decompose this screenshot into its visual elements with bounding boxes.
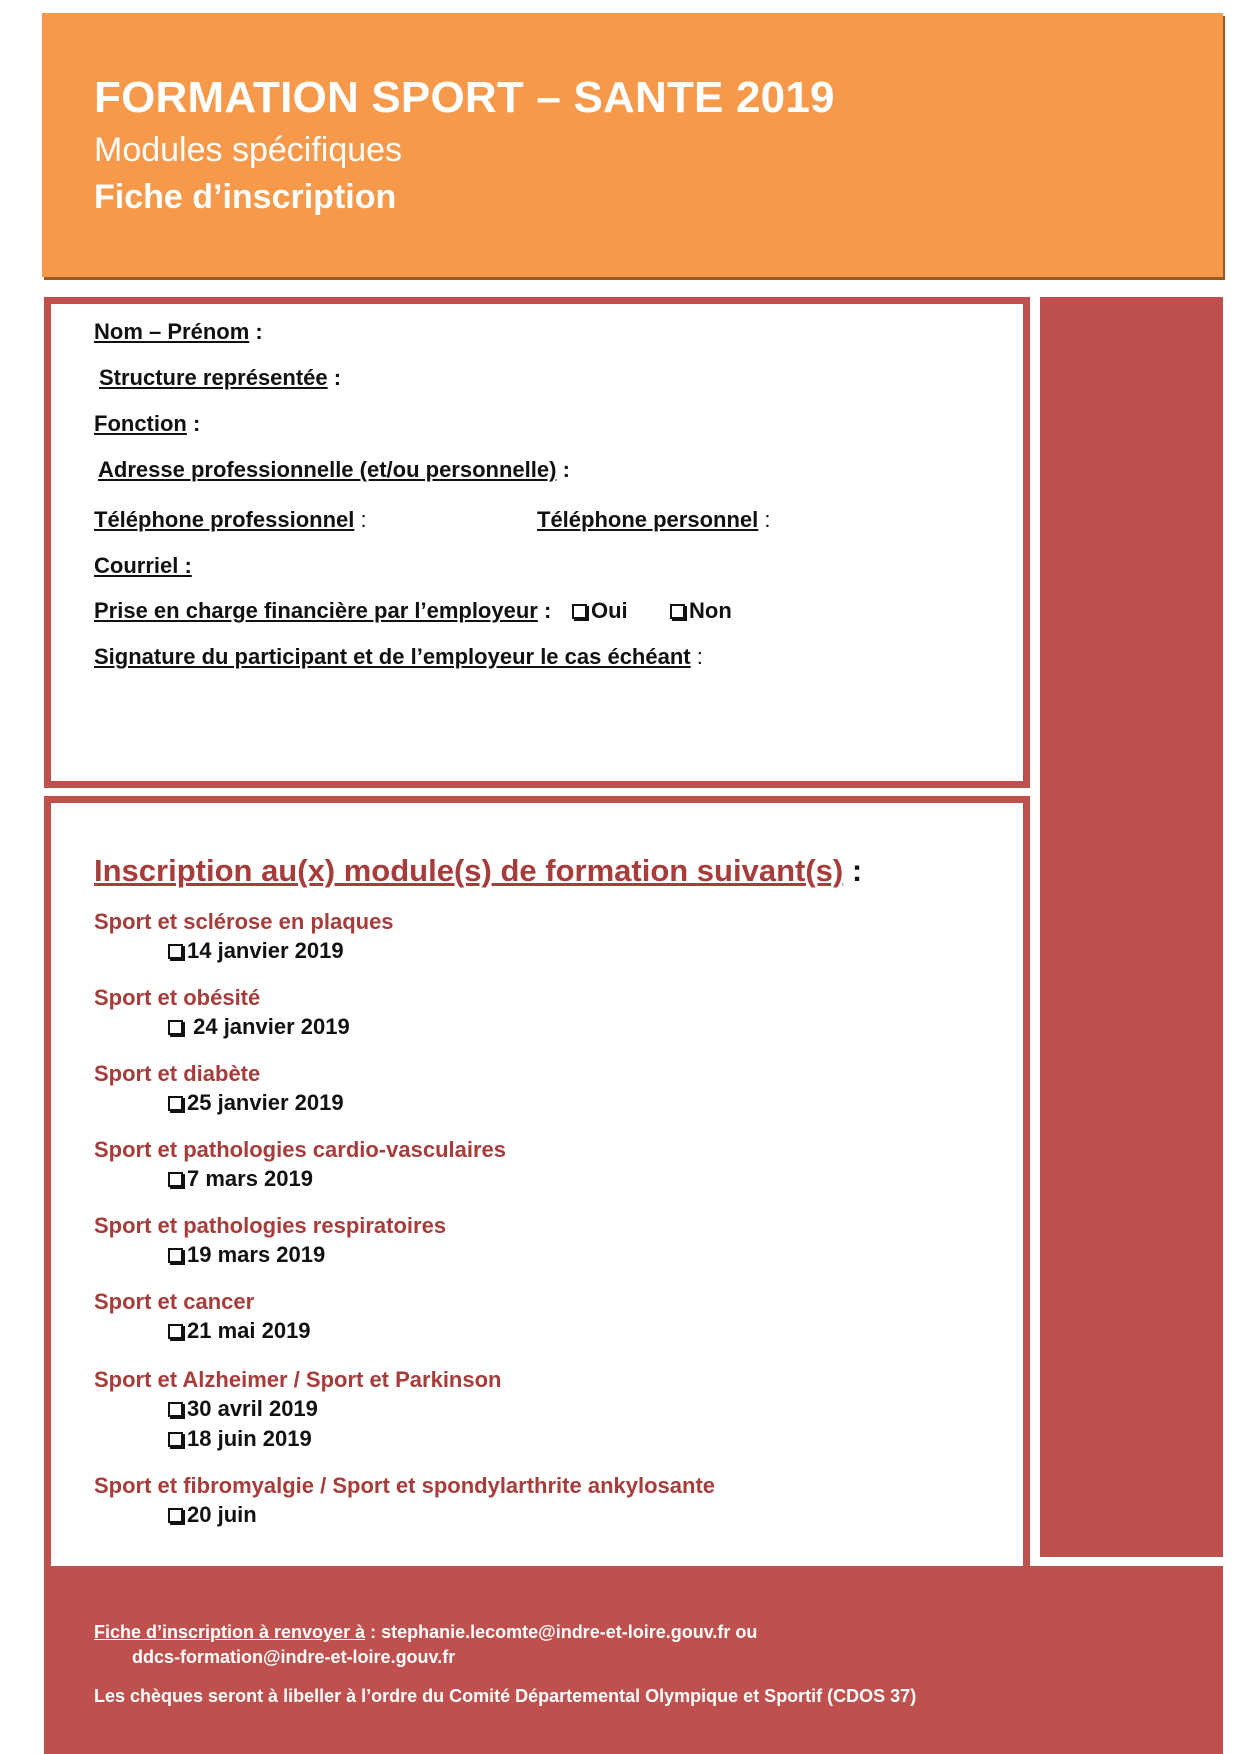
field-label: Prise en charge financière par l’employeur — [94, 598, 538, 623]
checkbox-icon[interactable] — [168, 1402, 183, 1417]
email-link[interactable]: : stephanie.lecomte@indre-et-loire.gouv.fr ou — [365, 1622, 758, 1642]
email-link[interactable]: ddcs-formation@indre-et-loire.gouv.fr — [132, 1647, 456, 1667]
module-date-option[interactable] — [168, 1164, 506, 1194]
module-item — [94, 984, 350, 1042]
module-item — [94, 1366, 501, 1454]
module-date-option[interactable] — [168, 1316, 311, 1346]
module-item — [94, 1472, 715, 1530]
field-telephone-pro[interactable] — [94, 507, 367, 533]
module-name: Sport et pathologies cardio-vasculaires — [94, 1137, 507, 1162]
checkbox-icon[interactable] — [168, 1324, 183, 1339]
field-courriel[interactable] — [94, 553, 192, 579]
field-nom-prenom[interactable] — [94, 319, 263, 345]
module-date-option[interactable] — [168, 1500, 715, 1530]
return-label: Fiche d’inscription à renvoyer à — [94, 1622, 366, 1642]
module-item — [94, 908, 394, 966]
page-header — [42, 13, 1223, 277]
checkbox-icon[interactable] — [168, 1020, 183, 1035]
checkbox-icon[interactable] — [168, 1432, 183, 1447]
module-date-option[interactable] — [168, 1240, 446, 1270]
module-date-option[interactable] — [168, 1088, 344, 1118]
field-label: Adresse professionnelle (et/ou personnelle) — [98, 457, 557, 482]
return-instructions — [94, 1620, 1223, 1645]
module-date: 19 mars 2019 — [187, 1242, 326, 1267]
field-telephone-perso[interactable] — [537, 507, 771, 533]
module-date: 30 avril 2019 — [187, 1396, 318, 1421]
module-date: 14 janvier 2019 — [187, 938, 344, 963]
module-date-option[interactable] — [168, 1394, 501, 1424]
module-item — [94, 1060, 344, 1118]
modules-section — [44, 796, 1030, 1566]
module-date-option[interactable] — [168, 1424, 501, 1454]
field-structure[interactable] — [99, 365, 341, 391]
checkbox-icon[interactable] — [168, 1096, 183, 1111]
module-name: Sport et diabète — [94, 1061, 261, 1086]
field-fonction[interactable] — [94, 411, 200, 437]
module-name: Sport et cancer — [94, 1289, 255, 1314]
field-colon: : — [758, 507, 771, 532]
cheque-instructions: Les chèques seront à libeller à l’ordre du Comité Départemental Olympique et Sportif (CDOS 37) — [94, 1686, 917, 1706]
field-label: Nom – Prénom — [94, 319, 250, 344]
checkbox-icon[interactable] — [168, 1172, 183, 1187]
field-colon: : — [537, 598, 552, 623]
module-name: Sport et pathologies respiratoires — [94, 1213, 447, 1238]
field-prise-en-charge — [94, 598, 551, 624]
checkbox-icon[interactable] — [168, 1508, 183, 1523]
field-colon: : — [186, 411, 201, 436]
checkbox-oui[interactable] — [572, 598, 628, 624]
module-name: Sport et Alzheimer / Sport et Parkinson — [94, 1367, 502, 1392]
modules-heading-text: Inscription au(x) module(s) de formation suivant(s) — [94, 853, 844, 888]
field-label: Téléphone personnel — [537, 507, 759, 532]
heading-colon: : — [843, 853, 863, 888]
module-name: Sport et fibromyalgie / Sport et spondylarthrite ankylosante — [94, 1473, 716, 1498]
field-label: Courriel : — [94, 553, 192, 578]
checkbox-icon[interactable] — [572, 604, 587, 619]
decorative-side-bar — [1040, 297, 1223, 1557]
field-adresse[interactable] — [98, 457, 570, 483]
checkbox-icon[interactable] — [168, 944, 183, 959]
module-date: 20 juin — [187, 1502, 257, 1527]
document-title: FORMATION SPORT – SANTE 2019 — [94, 73, 835, 122]
module-item — [94, 1288, 311, 1346]
identity-form — [44, 297, 1030, 788]
module-name: Sport et obésité — [94, 985, 261, 1010]
module-date-option[interactable] — [168, 1012, 350, 1042]
field-colon: : — [354, 507, 367, 532]
form-title: Fiche d’inscription — [94, 177, 397, 216]
module-item — [94, 1136, 506, 1194]
field-label: Signature du participant et de l’employeur le cas échéant — [94, 644, 691, 669]
checkbox-icon[interactable] — [670, 604, 685, 619]
checkbox-icon[interactable] — [168, 1248, 183, 1263]
field-label: Téléphone professionnel — [94, 507, 355, 532]
module-date: 21 mai 2019 — [187, 1318, 311, 1343]
modules-heading — [94, 853, 862, 889]
module-date: 18 juin 2019 — [187, 1426, 312, 1451]
checkbox-non[interactable] — [670, 598, 732, 624]
field-signature[interactable] — [94, 644, 703, 670]
checkbox-label: Oui — [591, 598, 628, 623]
field-label: Fonction — [94, 411, 187, 436]
field-colon: : — [690, 644, 703, 669]
module-date: 25 janvier 2019 — [187, 1090, 344, 1115]
module-name: Sport et sclérose en plaques — [94, 909, 394, 934]
field-colon: : — [327, 365, 342, 390]
page-footer — [44, 1566, 1223, 1754]
module-date: 24 janvier 2019 — [187, 1014, 350, 1039]
module-date: 7 mars 2019 — [187, 1166, 313, 1191]
checkbox-label: Non — [689, 598, 732, 623]
module-item — [94, 1212, 446, 1270]
field-label: Structure représentée — [99, 365, 328, 390]
field-colon: : — [556, 457, 570, 482]
document-subtitle: Modules spécifiques — [94, 130, 403, 169]
field-colon: : — [249, 319, 263, 344]
module-date-option[interactable] — [168, 936, 394, 966]
